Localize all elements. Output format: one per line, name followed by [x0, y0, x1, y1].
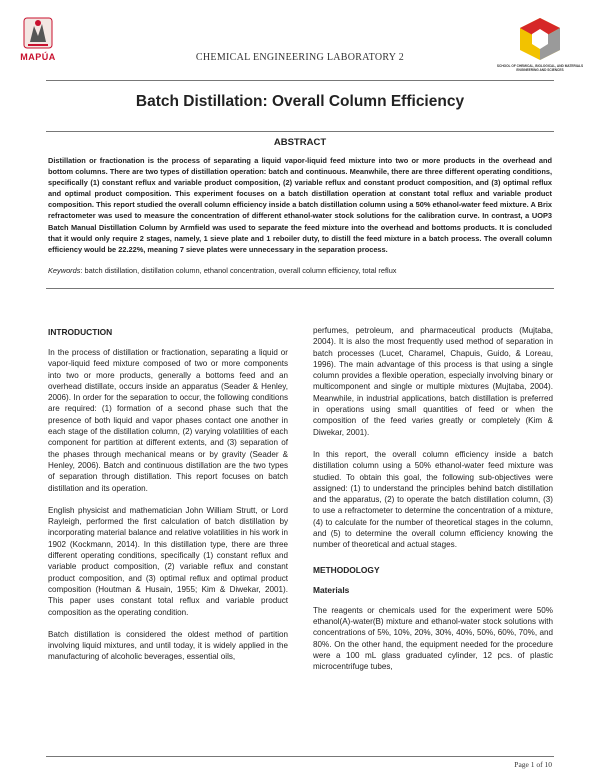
- left-column: [48, 325, 288, 674]
- introduction-heading: INTRODUCTION: [48, 327, 113, 337]
- footer-rule: [46, 756, 554, 757]
- lab-title: CHEMICAL ENGINEERING LABORATORY 2: [195, 52, 405, 63]
- intro-paragraph: perfumes, petroleum, and pharmaceutical products (Mujtaba, 2004). It is also the most frequently used method of separation in batch processes (Lucet, Charamel, Chapuis, Guido, & Loreau, 1996). The main advantage of this process is that using a single column provides a flexible operation, especially involving binary or multicomponent and single or multiple mixtures (Mujtaba, 2004). Meanwhile, in industrial applications, batch distillation is preferred in operations using small quantities of feed or when the composition of the feed varies greatly or completely (Kim & Diwekar, 2001).: [313, 326, 553, 437]
- hexagon-logo-icon: [490, 16, 590, 64]
- abstract-heading: ABSTRACT: [273, 137, 327, 148]
- abstract-top-rule: [46, 131, 554, 132]
- keywords-text: : batch distillation, distillation column, ethanol concentration, overall column efficiency, total reflux: [80, 266, 397, 275]
- intro-paragraph: English physicist and mathematician John William Strutt, or Lord Rayleigh, performed the first calculation of batch distillation by incorporating material balance and relative volatilities in his work in 1902 (Kockmann, 2014). In this distillation type, there are three different operating conditions, specifically (1) constant reflux and variable product composition, (2) variable reflux and constant product composition, and (3) optimal reflux and optimal product composition (Houtman & Husain, 1955; Kim & Diwekar, 2001). This paper uses constant total reflux and variable product composition as the operating condition.: [48, 505, 288, 617]
- mapua-seal-icon: [18, 14, 58, 74]
- abstract-bottom-rule: [46, 288, 554, 289]
- intro-paragraph: In this report, the overall column efficiency inside a batch distillation column using a 50% ethanol-water feed mixture was studied. To obtain this goal, the following sub-objectives were assigned: (1) to understand the principles behind batch distillation and the apparatus, (2) to operate the batch distillation column, (3) to use a refractometer to determine the concentration of a mixture, (4) to calculate for the number of theoretical stages in the column, and (5) to determine the overall column efficiency knowing the number of theoretical and actual stages.: [313, 449, 553, 550]
- methodology-heading: METHODOLOGY: [313, 564, 380, 575]
- intro-paragraph: Batch distillation is considered the oldest method of partition involving liquid mixtures, and until today, it is widely applied in the manufacturing of alcoholic beverages, essential oils,: [48, 629, 288, 662]
- school-logo-text: SCHOOL OF CHEMICAL, BIOLOGICAL, AND MATERIALS ENGINEERING AND SCIENCES: [496, 64, 584, 72]
- materials-paragraph: The reagents or chemicals used for the experiment were 50% ethanol(A)-water(B) mixture and ethanol-water stock solutions with concentrations of 5%, 10%, 20%, 30%, 40%, 50%, 60%, 70%, and 80%. On the other hand, the equipment needed for the procedure were a 100 mL glass graduated cylinder, 12 pcs. of plastic microcentrifuge tubes,: [313, 605, 553, 672]
- mapua-logo-text: MAPÚA: [20, 52, 56, 62]
- intro-paragraph: In the process of distillation or fractionation, separating a liquid or vapor-liquid feed mixture composed of two or more components into two or more products, generally a bottoms feed and an overhead distillate, occurs inside an apparatus (Seader & Henley, 2006). In order for the separation to occur, the following conditions are required: (1) formation of a second phase such that the presence of both liquid and vapor phases contact one another in each stage of the distillation column, (2) varying volatilities of each component for partition at different extents, and (3) separation of the phases through mechanical means or by gravity (Seader & Henley, 2006). Batch and continuous distillation are the two types of separation through distillation. This report focuses on batch distillation and its operation.: [48, 348, 288, 493]
- document-title: Batch Distillation: Overall Column Efficiency: [135, 93, 465, 110]
- header-rule: [46, 80, 554, 81]
- keywords-label: Keywords: [48, 266, 81, 275]
- right-column: [313, 325, 553, 683]
- school-logo: [490, 16, 590, 80]
- abstract-body: Distillation or fractionation is the process of separating a liquid vapor-liquid feed mixture into two or more products in the overhead and bottom columns. There are two types of distillation operation: batch and continuous. Meanwhile, there are three different operating conditions, specifically (1) constant reflux and variable product composition, (2) variable reflux and constant product composition, and (3) optimal reflux and optimal product composition. This experiment focuses on a batch distillation operation at constant total reflux and variable product composition. This report studied the overall column efficiency inside a batch distillation column using a 50% ethanol-water feed mixture. A Brix refractometer was used to measure the concentration of different ethanol-water stock solutions for the calibration curve. In contrast, a UOP3 Batch Manual Distillation Column by Armfield was used to separate the feed mixture into the overhead and bottoms products. It is concluded that it would only require 2 stages, namely, 1 sieve plate and 1 reboiler duty, to distill the feed mixture in a batch process. The overall column efficiency would be 22.22%, meaning 7 sieve plates were unnecessary in the separation process.: [48, 156, 552, 254]
- page-number: Page 1 of 10: [514, 760, 552, 769]
- mapua-logo: [18, 14, 58, 74]
- keywords: [48, 265, 552, 276]
- materials-heading: Materials: [313, 584, 350, 595]
